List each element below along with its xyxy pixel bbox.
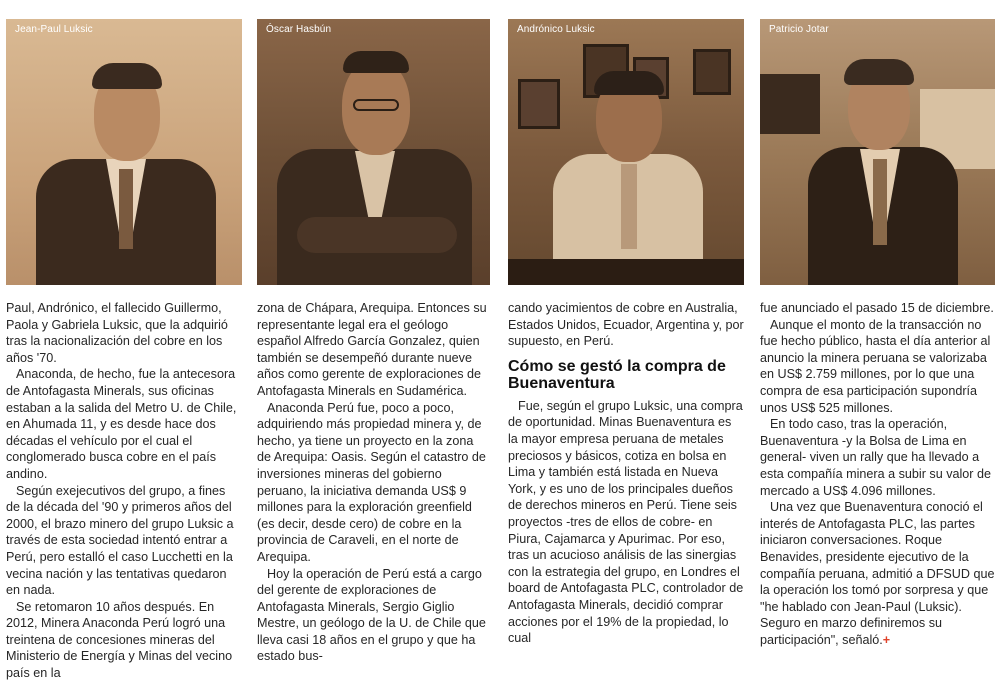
paragraph: Fue, según el grupo Luksic, una compra de oportunidad. Minas Buenaventura es la mayor empresa peruana de metales preciosos y básicos, cotiza en bolsa en Lima y también está listada en Nueva York, y es uno de los principales dueños de derechos mineros en Perú. Tiene seis proyectos -tres de ellos de cobre- en Piura, Cajamarca y Apurimac. Por eso, tras un acucioso análisis de las sinergias con la estrategia del grupo, en Londres el board de Antofagasta PLC, controlador de Antofagasta Minerals, decidió comprar acciones por el 19% de la propiedad, lo cual bbox=[508, 398, 744, 646]
glasses-icon bbox=[353, 99, 399, 111]
article-column-4 bbox=[760, 300, 995, 648]
portrait-tie bbox=[873, 159, 887, 245]
background-window bbox=[760, 74, 820, 134]
paragraph-last bbox=[760, 499, 995, 648]
paragraph: cando yacimientos de cobre en Australia, Estados Unidos, Ecuador, Argentina y, por supuesto, en Perú. bbox=[508, 301, 744, 349]
photo-caption: Andrónico Luksic bbox=[517, 24, 595, 35]
paragraph-text: Una vez que Buenaventura conoció el interés de Antofagasta PLC, las partes iniciaron conversaciones. Roque Benavides, presidente ejecutivo de la compañía peruana, admitió a DFSUD que la operación los tomó por sorpresa y que "he hablado con Jean-Paul (Luksic). Seguro en marzo definiremos su participación", señaló. bbox=[760, 500, 995, 647]
photo-caption: Patricio Jotar bbox=[769, 24, 829, 35]
paragraph: Anaconda Perú fue, poco a poco, adquiriendo más propiedad minera y, de hecho, ya tiene un proyecto en la zona de Arequipa: Oasis. Según el catastro de inversiones mineras del gobierno peruano, la iniciativa demanda US$ 9 millones para la exploración greenfield (es decir, desde cero) de cobre en la provincia de Caraveli, en el norte de Arequipa. bbox=[257, 400, 486, 564]
end-of-article-mark: + bbox=[882, 632, 891, 647]
paragraph: En todo caso, tras la operación, Buenaventura -y la Bolsa de Lima en general- viven un rally que ha llevado a esta compañía minera a subir su valor de mercado a US$ 4.096 millones. bbox=[760, 417, 992, 498]
paragraph: fue anunciado el pasado 15 de diciembre. bbox=[760, 301, 994, 315]
article-column-2 bbox=[257, 300, 490, 665]
section-heading: Cómo se gestó la compra de Buenaventura bbox=[508, 357, 726, 392]
paragraph: Según exejecutivos del grupo, a fines de la década del '90 y primeros años del 2000, el brazo minero del grupo Luksic a través de esta sociedad intentó entrar a Perú, pero estalló el caso Lucchetti en la vecina nación y las tentativas quedaron en nada. bbox=[6, 483, 234, 598]
portrait-tie bbox=[119, 169, 133, 249]
wall-frame bbox=[693, 49, 731, 95]
paragraph: zona de Chápara, Arequipa. Entonces su representante legal era el geólogo español Alfredo García Gonzalez, quien también se desempeñó durante nueve años como gerente de exploraciones de Antofagasta Minerals en Sudamérica. bbox=[257, 301, 487, 398]
photo-andronico-luksic bbox=[508, 19, 744, 285]
photo-jean-paul-luksic bbox=[6, 19, 242, 285]
article-column-1 bbox=[6, 300, 242, 682]
portrait-hair bbox=[844, 59, 914, 85]
portrait-tie bbox=[621, 164, 637, 249]
desk bbox=[508, 259, 744, 285]
portrait-arms bbox=[297, 217, 457, 253]
portrait-hair bbox=[594, 71, 664, 95]
photo-caption: Jean-Paul Luksic bbox=[15, 24, 93, 35]
paragraph: Se retomaron 10 años después. En 2012, Minera Anaconda Perú logró una treintena de concesiones mineras del Ministerio de Energía y Minas del vecino país en la bbox=[6, 599, 233, 681]
article-column-3 bbox=[508, 300, 744, 647]
portrait-hair bbox=[343, 51, 409, 73]
paragraph: Anaconda, de hecho, fue la antecesora de Antofagasta Minerals, sus oficinas estaban a la salida del Metro U. de Chile, en Ahumada 11, y es desde hace dos décadas el vehículo por el cual el conglomerado busca cobre en el país andino. bbox=[6, 367, 237, 481]
photo-caption: Óscar Hasbún bbox=[266, 24, 332, 35]
photo-patricio-jotar bbox=[760, 19, 995, 285]
paragraph: Aunque el monto de la transacción no fue hecho público, hasta el día anterior al anuncio la minera peruana se valorizaba en US$ 2.759 millones, por lo que una compra de esa participación supondría unos US$ 525 millones. bbox=[760, 317, 991, 415]
portrait-hair bbox=[92, 63, 162, 89]
paragraph: Paul, Andrónico, el fallecido Guillermo, Paola y Gabriela Luksic, que la adquirió tras la nacionalización del cobre en los años '70. bbox=[6, 301, 228, 365]
wall-frame bbox=[518, 79, 560, 129]
photo-oscar-hasbun bbox=[257, 19, 490, 285]
paragraph: Hoy la operación de Perú está a cargo del gerente de exploraciones de Antofagasta Minerals, Sergio Giglio Mestre, un geólogo de la U. de Chile que lleva casi 18 años en el grupo y que ha estado bus- bbox=[257, 566, 486, 664]
